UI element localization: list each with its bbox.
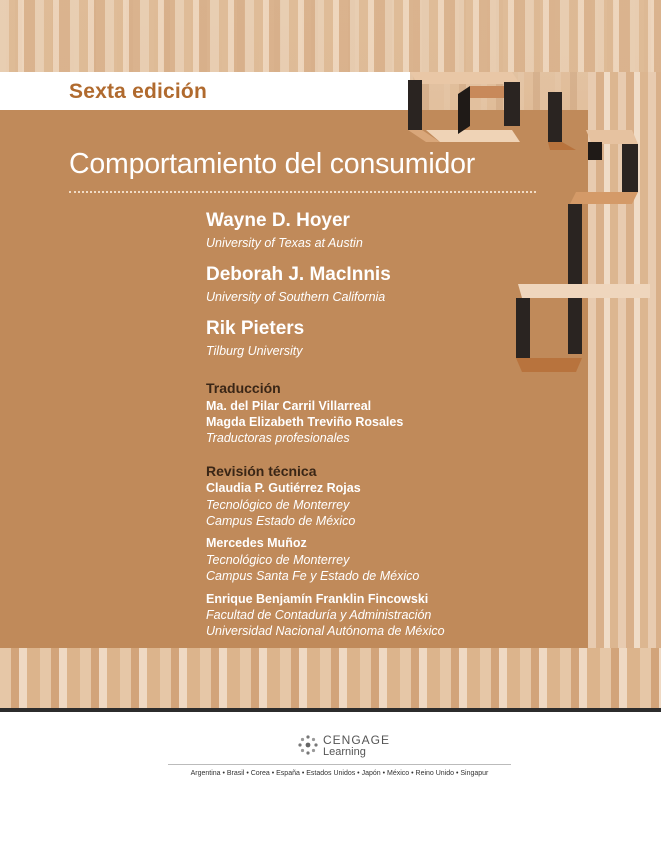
top-stripe-band: [0, 0, 661, 72]
author-name: Deborah J. MacInnis: [206, 264, 391, 285]
reviewer-affiliation: Facultad de Contaduría y Administración: [206, 608, 432, 622]
edition-label: Sexta edición: [69, 80, 207, 103]
translation-heading: Traducción: [206, 380, 281, 396]
translator-name: Magda Elizabeth Treviño Rosales: [206, 415, 404, 429]
ribbon-icon: [400, 64, 650, 384]
bottom-stripe-band: [0, 648, 661, 708]
translator-name: Ma. del Pilar Carril Villarreal: [206, 399, 372, 413]
publisher-logo: [297, 733, 417, 765]
cengage-logo-icon: [297, 734, 319, 756]
reviewer-name: Mercedes Muñoz: [206, 536, 307, 550]
publisher-brand-sub: Learning: [323, 746, 366, 758]
reviewer-affiliation: Campus Santa Fe y Estado de México: [206, 569, 420, 583]
author-name: Rik Pieters: [206, 318, 305, 339]
title-divider: [69, 191, 536, 193]
cover-bottom-rule: [0, 708, 661, 712]
reviewer-affiliation: Universidad Nacional Autónoma de México: [206, 624, 445, 638]
author-affiliation: University of Texas at Austin: [206, 236, 363, 250]
translator-role: Traductoras profesionales: [206, 431, 350, 445]
reviewer-affiliation: Tecnológico de Monterrey: [206, 498, 350, 512]
author-name: Wayne D. Hoyer: [206, 210, 350, 231]
book-title: Comportamiento del consumidor: [69, 148, 476, 180]
reviewer-affiliation: Campus Estado de México: [206, 514, 356, 528]
author-affiliation: Tilburg University: [206, 344, 303, 358]
reviewer-name: Enrique Benjamín Franklin Fincowski: [206, 592, 429, 606]
author-affiliation: University of Southern California: [206, 290, 386, 304]
review-heading: Revisión técnica: [206, 463, 317, 479]
publisher-countries: Argentina • Brasil • Corea • España • Estados Unidos • Japón • México • Reino Unido • Singapur: [190, 770, 489, 777]
reviewer-name: Claudia P. Gutiérrez Rojas: [206, 481, 361, 495]
footer-divider: [168, 764, 511, 765]
reviewer-affiliation: Tecnológico de Monterrey: [206, 553, 350, 567]
publisher-brand: CENGAGE: [323, 733, 391, 747]
